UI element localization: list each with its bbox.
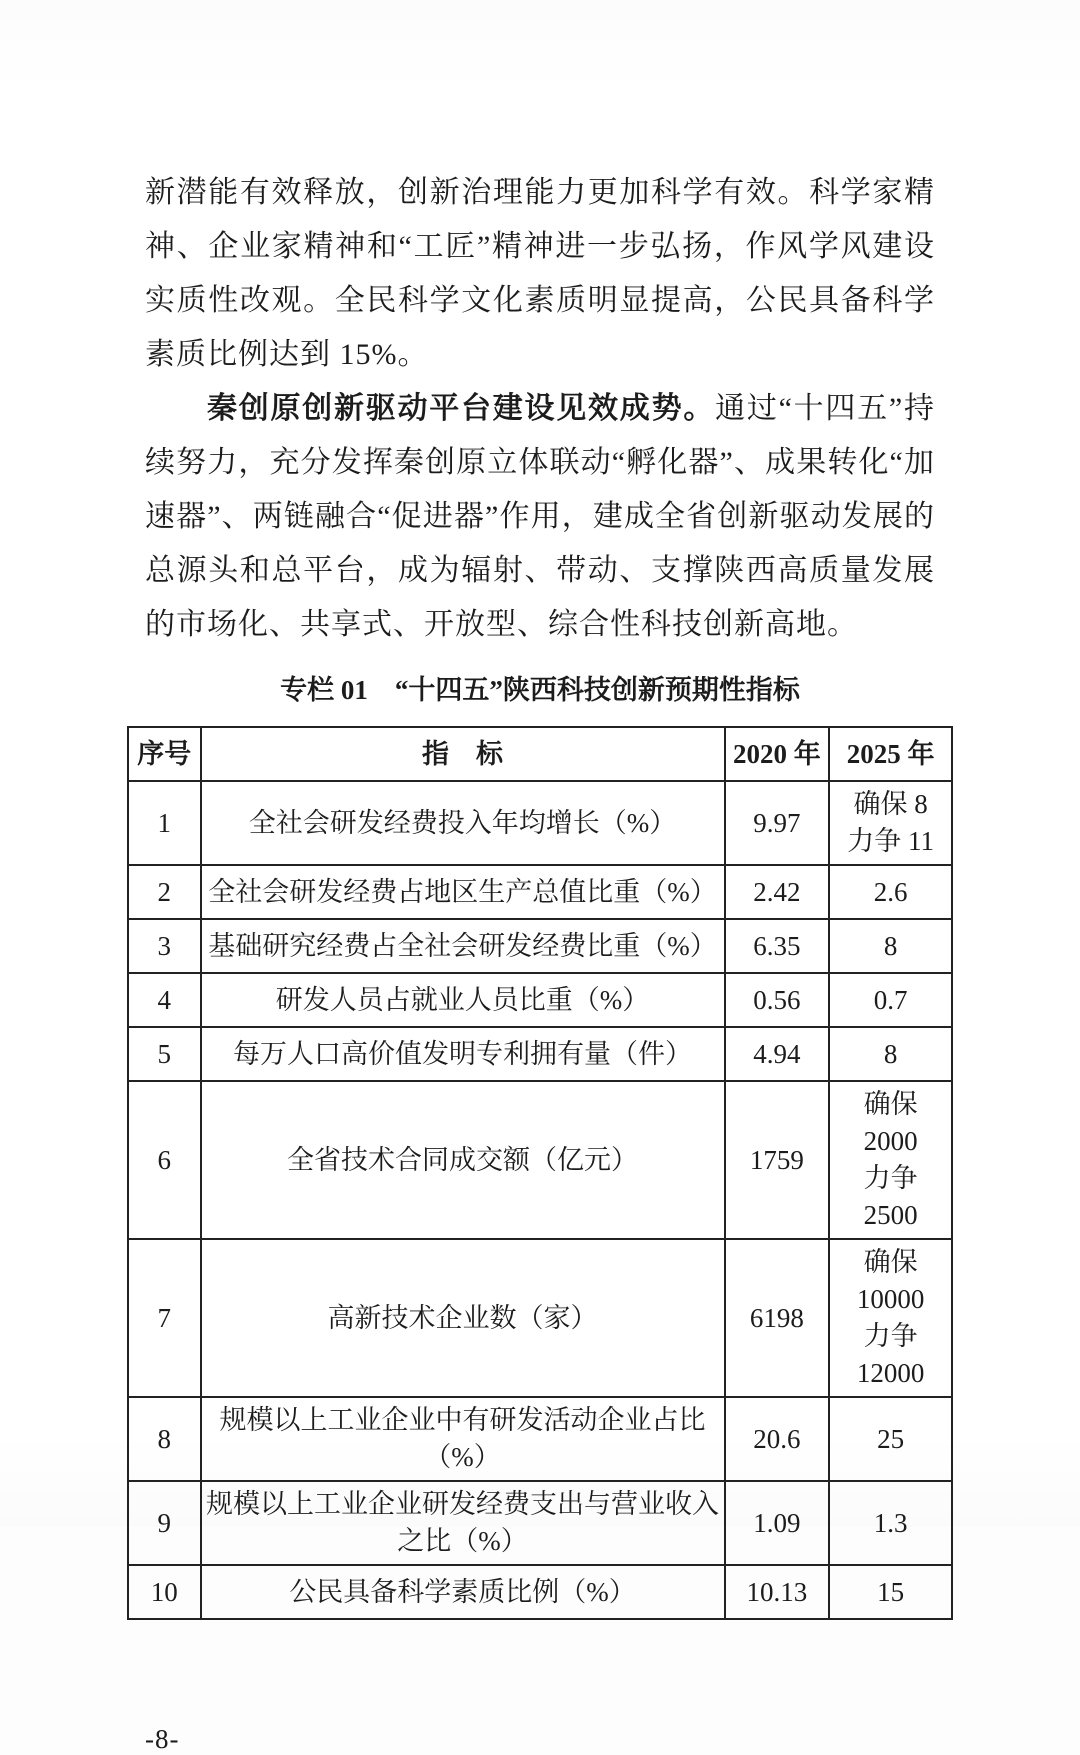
row-number-cell: 1 — [128, 781, 201, 865]
value-2025-cell: 1.3 — [829, 1481, 952, 1565]
table-row — [128, 1081, 952, 1239]
value-2020-cell: 1759 — [725, 1081, 830, 1239]
value-2025-line: 确保 8 — [853, 789, 928, 819]
indicator-cell: 全社会研发经费占地区生产总值比重（%） — [201, 865, 725, 919]
paragraph-2-text: 通过“十四五”持续努力，充分发挥秦创原立体联动“孵化器”、成果转化“加速器”、两链融合“促进器”作用，建成全省创新驱动发展的总源头和总平台，成为辐射、带动、支撑陕西高质量发展的市场化、共享式、开放型、综合性科技创新高地。 — [145, 392, 935, 641]
table-row — [128, 1027, 952, 1081]
table-header-row — [128, 727, 952, 781]
value-2025-line: 力争 12000 — [856, 1321, 925, 1388]
paragraph-2-bold-lead: 秦创原创新驱动平台建设见效成势。 — [207, 392, 716, 425]
value-2025-cell: 0.7 — [829, 973, 952, 1027]
header-2025年: 2025 年 — [829, 727, 952, 781]
indicator-cell: 规模以上工业企业研发经费支出与营业收入之比（%） — [201, 1481, 725, 1565]
header-指标: 指 标 — [201, 727, 725, 781]
value-2025-line: 确保 10000 — [856, 1247, 925, 1314]
indicator-cell: 公民具备科学素质比例（%） — [201, 1565, 725, 1619]
value-2025-cell: 8 — [829, 919, 952, 973]
table-row — [128, 1239, 952, 1397]
table-row — [128, 973, 952, 1027]
value-2020-cell: 20.6 — [725, 1397, 830, 1481]
paragraph-2 — [145, 382, 935, 652]
header-序号: 序号 — [128, 727, 201, 781]
row-number-cell: 5 — [128, 1027, 201, 1081]
value-2020-cell: 0.56 — [725, 973, 830, 1027]
row-number-cell: 2 — [128, 865, 201, 919]
table-row — [128, 1397, 952, 1481]
value-2025-cell: 2.6 — [829, 865, 952, 919]
value-2025-cell: 8 — [829, 1027, 952, 1081]
indicator-cell: 基础研究经费占全社会研发经费比重（%） — [201, 919, 725, 973]
row-number-cell: 3 — [128, 919, 201, 973]
value-2025-cell — [829, 1081, 952, 1239]
paragraph-1 — [145, 166, 935, 382]
indicator-cell: 每万人口高价值发明专利拥有量（件） — [201, 1027, 725, 1081]
row-number-cell: 4 — [128, 973, 201, 1027]
indicator-cell: 规模以上工业企业中有研发活动企业占比（%） — [201, 1397, 725, 1481]
indicator-cell: 研发人员占就业人员比重（%） — [201, 973, 725, 1027]
value-2020-cell: 6198 — [725, 1239, 830, 1397]
header-2020年: 2020 年 — [725, 727, 830, 781]
row-number-cell: 7 — [128, 1239, 201, 1397]
row-number-cell: 8 — [128, 1397, 201, 1481]
table-row — [128, 865, 952, 919]
value-2025-cell — [829, 1239, 952, 1397]
row-number-cell: 10 — [128, 1565, 201, 1619]
table-row — [128, 781, 952, 865]
value-2025-line: 力争 2500 — [863, 1163, 918, 1230]
indicator-cell: 全社会研发经费投入年均增长（%） — [201, 781, 725, 865]
page-number: -8- — [145, 1724, 180, 1754]
indicators-table — [127, 726, 953, 1620]
indicator-cell: 高新技术企业数（家） — [201, 1239, 725, 1397]
value-2025-cell: 15 — [829, 1565, 952, 1619]
value-2025-cell — [829, 781, 952, 865]
table-title: 专栏 01 “十四五”陕西科技创新预期性指标 — [280, 675, 800, 705]
table-row — [128, 1565, 952, 1619]
value-2025-cell: 25 — [829, 1397, 952, 1481]
value-2020-cell: 2.42 — [725, 865, 830, 919]
value-2025-line: 力争 11 — [847, 826, 934, 856]
row-number-cell: 9 — [128, 1481, 201, 1565]
value-2020-cell: 6.35 — [725, 919, 830, 973]
table-row — [128, 1481, 952, 1565]
value-2020-cell: 10.13 — [725, 1565, 830, 1619]
indicator-cell: 全省技术合同成交额（亿元） — [201, 1081, 725, 1239]
value-2020-cell: 4.94 — [725, 1027, 830, 1081]
value-2020-cell: 1.09 — [725, 1481, 830, 1565]
paragraph-1-text: 新潜能有效释放，创新治理能力更加科学有效。科学家精神、企业家精神和“工匠”精神进一步弘扬，作风学风建设实质性改观。全民科学文化素质明显提高，公民具备科学素质比例达到 15%。 — [145, 176, 935, 371]
value-2025-line: 确保 2000 — [863, 1089, 918, 1156]
row-number-cell: 6 — [128, 1081, 201, 1239]
table-row — [128, 919, 952, 973]
value-2020-cell: 9.97 — [725, 781, 830, 865]
